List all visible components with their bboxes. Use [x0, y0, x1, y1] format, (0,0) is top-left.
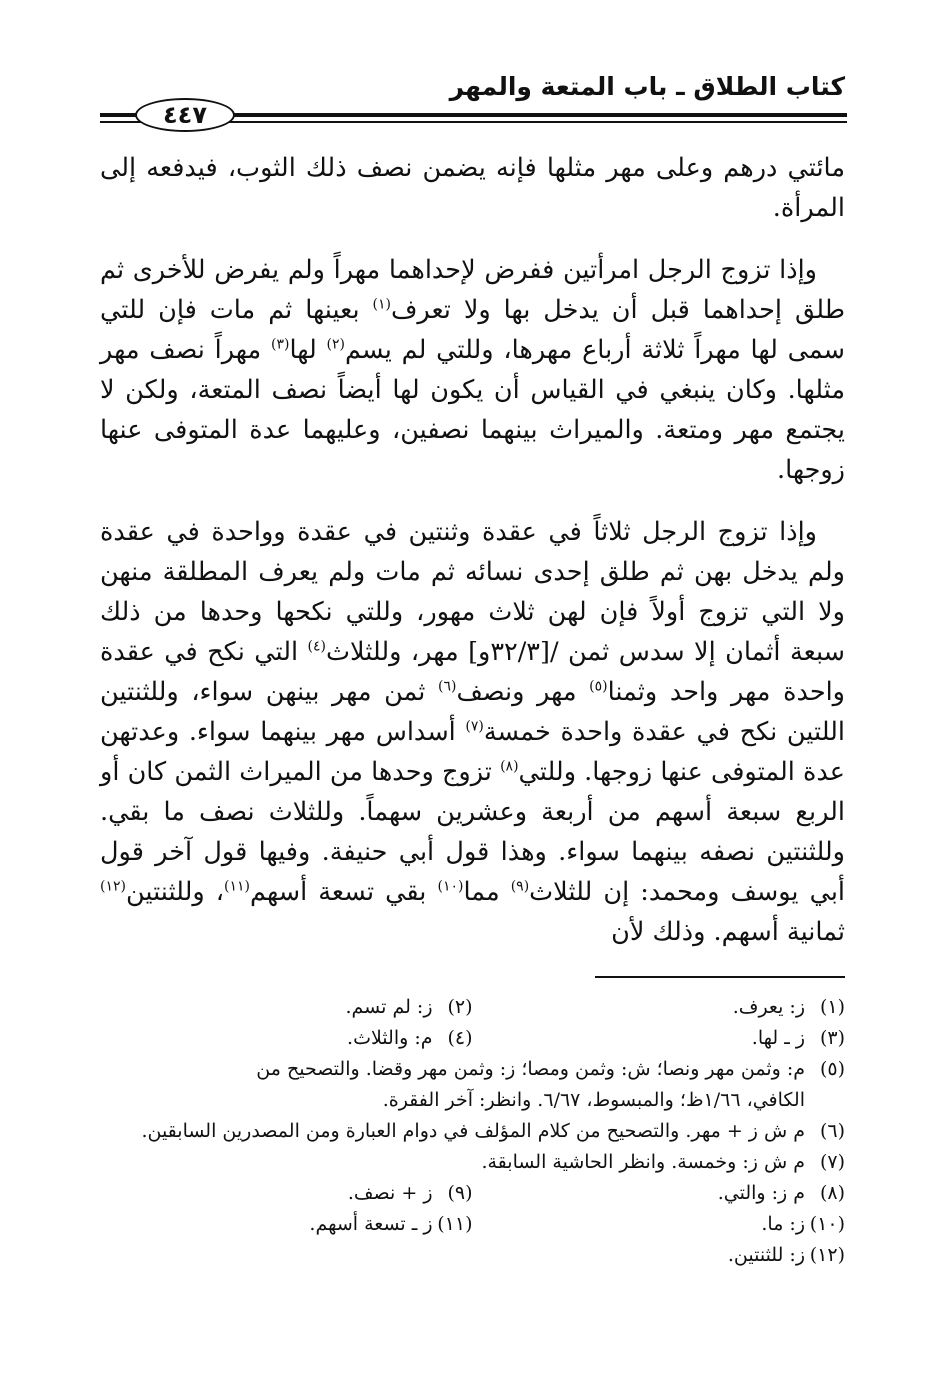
footnote-11: (١١)ز ـ تسعة أسهم. [309, 1213, 473, 1235]
footnote-7: (٧)م ش ز: وخمسة. وانظر الحاشية السابقة. [481, 1151, 845, 1173]
footnote-mark: (٢) [326, 336, 346, 353]
paragraph-1: مائتي درهم وعلى مهر مثلها فإنه يضمن نصف ذلك الثوب، فيدفعه إلى المرأة. [100, 153, 845, 223]
footnote-12: (١٢)ز: للثنتين. [727, 1244, 845, 1266]
footnote-2: (٢)ز: لم تسم. [345, 996, 473, 1018]
page-number: ٤٤٧ [135, 98, 235, 132]
footnote-separator [595, 976, 845, 978]
footnote-1: (١)ز: يعرف. [732, 996, 845, 1018]
footnote-4: (٤)م: والثلاث. [347, 1027, 473, 1049]
footnote-5: (٥)م: وثمن مهر ونصا؛ ش: وثمن ومصا؛ ز: وثمن مهر وقضا. والتصحيح من [256, 1058, 845, 1080]
footnote-mark: (١) [372, 296, 391, 313]
footnote-mark: (٩) [510, 878, 530, 895]
footnote-mark: (١١) [224, 878, 250, 895]
footnote-5-continued: الكافي، ١/٦٦ظ؛ والمبسوط، ٦/٦٧. وانظر: آخر الفقرة. [382, 1089, 805, 1111]
footnote-mark: (٦) [438, 678, 457, 695]
paragraph-3: وإذا تزوج الرجل ثلاثاً في عقدة وثنتين في عقدة وواحدة في عقدة ولم يدخل بهن ثم طلق إحدى نسائه ثم مات ولم يعرف المطلقة منهن ولا التي تزوج أولاً فإن لهن ثلاث مهور، وللتي نكحها وحدها من ذلك سبعة أثمان إلا سدس ثمن /[٣٢/٣و] مهر، وللثلاث$^{(٤)}$ التي نكح في عقدة واحدة مهر واحد وثمنا$^{(٥)}$ مهر ونصف$^{(٦)}$ ثمن مهر بينهن سواء، وللثنتين اللتين نكح في عقدة واحدة خمسة$^{(٧)}$ أسداس مهر بينهما سواء. وعدتهن عدة المتوفى عنها زوجها. وللتي$^{(٨)}$ تزوج وحدها من الميراث الثمن كان أو الربع سبعة أسهم من أربعة وعشرين سهماً. وللثلاث نصف ما بقي. وللثنتين نصفه بينهما سواء. وهذا قول أبي حنيفة. وفيها قول آخر قول أبي يوسف ومحمد: إن للثلاث$^{(٩)}$ مما$^{(١٠)}$ بقي تسعة أسهم$^{(١١)}$، وللثنتين$^{(١٢)}$ ثمانية أسهم. وذلك لأن [100, 517, 846, 947]
footnote-3: (٣)ز ـ لها. [751, 1027, 845, 1049]
footnote-mark: (٨) [500, 758, 519, 775]
footnote-6: (٦)م ش ز + مهر. والتصحيح من كلام المؤلف في دوام العبارة ومن المصدرين السابقين. [141, 1120, 845, 1142]
footnote-mark: (٤) [307, 638, 327, 655]
paragraph-2: وإذا تزوج الرجل امرأتين ففرض لإحداهما مهراً ولم يفرض للأخرى ثم طلق إحداهما قبل أن يدخل بها ولا تعرف$^{(١)}$ بعينها ثم مات فإن للتي سمى لها مهراً ثلاثة أرباع مهرها، وللتي لم يسم$^{(٢)}$ لها$^{(٣)}$ مهراً نصف مهر مثلها. وكان ينبغي في القياس أن يكون لها أيضاً نصف المتعة، ولكن لا يجتمع مهر ومتعة. والميراث بينهما نصفين، وعليهما عدة المتوفى عنها زوجها. [100, 255, 845, 485]
footnote-mark: (٧) [465, 718, 484, 735]
footnotes [100, 992, 845, 1271]
footnote-mark: (١٢) [100, 878, 126, 895]
footnote-10: (١٠)ز: ما. [761, 1213, 845, 1235]
footnote-mark: (٣) [271, 336, 290, 353]
footnote-8: (٨)م ز: والتي. [717, 1182, 845, 1204]
footnote-mark: (١٠) [437, 878, 464, 895]
running-title: كتاب الطلاق ـ باب المتعة والمهر [449, 72, 845, 101]
footnote-9: (٩)ز + نصف. [347, 1182, 473, 1204]
main-text [100, 148, 845, 952]
footnote-mark: (٥) [589, 678, 608, 695]
